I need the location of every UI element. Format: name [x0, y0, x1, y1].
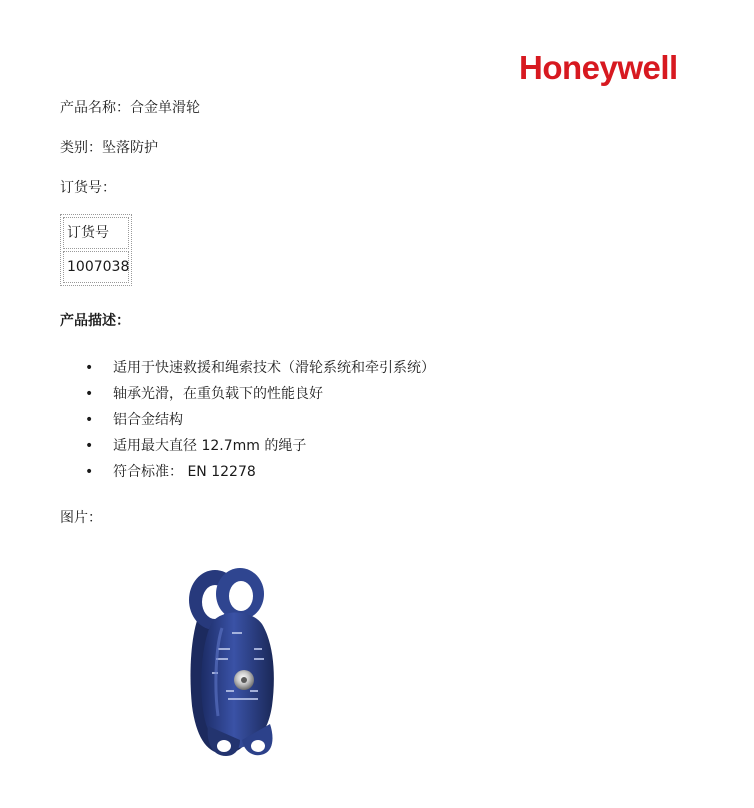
bullet-icon: •: [85, 438, 94, 454]
feature-text: 适用最大直径 12.7mm 的绳子: [113, 438, 307, 454]
feature-text: 铝合金结构: [113, 412, 183, 428]
description-heading: 产品描述：: [60, 313, 130, 329]
product-name: 产品名称：合金单滑轮: [60, 100, 200, 116]
feature-text: 轴承光滑，在重负载下的性能良好: [113, 386, 323, 402]
order-number-label: 订货号：: [60, 180, 116, 196]
feature-item: [80, 381, 435, 407]
order-table-header: 订货号: [63, 217, 129, 249]
bullet-icon: •: [85, 412, 94, 428]
image-label: 图片：: [60, 510, 102, 526]
bullet-icon: •: [85, 360, 94, 376]
feature-item: [80, 433, 435, 459]
pulley-icon: [182, 566, 286, 760]
order-number-table: [60, 214, 132, 286]
feature-item: [80, 459, 435, 485]
honeywell-logo: Honeywell: [519, 49, 678, 86]
bullet-icon: •: [85, 464, 94, 480]
feature-list: [80, 355, 435, 485]
feature-text: 适用于快速救援和绳索技术（滑轮系统和牵引系统）: [113, 360, 435, 376]
product-category: 类别：坠落防护: [60, 140, 158, 156]
rescue-pulley-image: [182, 566, 286, 760]
order-table-value: 1007038: [63, 251, 129, 283]
feature-item: [80, 407, 435, 433]
bullet-icon: •: [85, 386, 94, 402]
feature-item: [80, 355, 435, 381]
feature-text: 符合标准： EN 12278: [113, 464, 256, 480]
